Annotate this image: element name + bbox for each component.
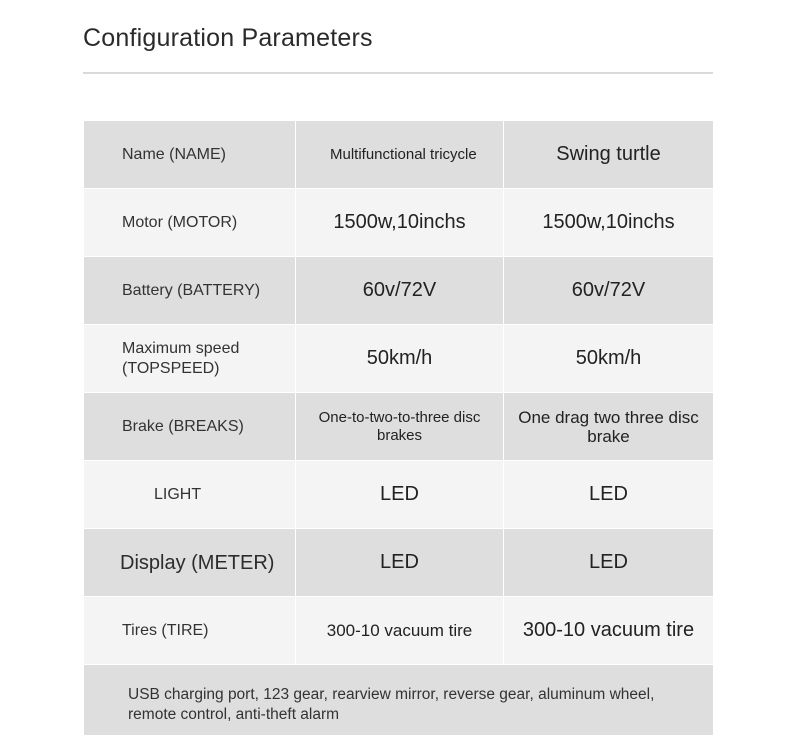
model-a-value: 1500w,10inchs xyxy=(296,189,504,256)
model-a-value: One-to-two-to-three disc brakes xyxy=(296,393,504,460)
model-b-value: One drag two three disc brake xyxy=(518,407,699,446)
model-a-value: 60v/72V xyxy=(296,257,504,324)
model-b-value: Swing turtle xyxy=(556,143,661,165)
row-label: Motor (MOTOR) xyxy=(84,189,296,256)
model-b-value: 50km/h xyxy=(575,347,642,369)
model-b-value: LED xyxy=(589,551,628,573)
model-b-value: 60v/72V xyxy=(571,279,646,301)
table-row-battery xyxy=(84,257,713,325)
page-title: Configuration Parameters xyxy=(83,24,373,52)
table-row-topspeed xyxy=(84,325,713,393)
table-row-display xyxy=(84,529,713,597)
table-row-brake xyxy=(84,393,713,461)
model-a-value: 50km/h xyxy=(296,325,504,392)
row-label: Display (METER) xyxy=(84,529,296,596)
row-label: Tires (TIRE) xyxy=(84,597,296,664)
model-a-value: Multifunctional tricycle xyxy=(296,121,504,188)
model-a-value: LED xyxy=(296,529,504,596)
table-row-tire xyxy=(84,597,713,665)
model-b-value: 1500w,10inchs xyxy=(542,211,675,233)
model-a-value: 300-10 vacuum tire xyxy=(296,597,504,664)
model-b-value: 300-10 vacuum tire xyxy=(522,619,695,641)
spec-table xyxy=(84,121,713,735)
table-row-motor xyxy=(84,189,713,257)
features-text: USB charging port, 123 gear, rearview mirror, reverse gear, aluminum wheel, remote control, anti-theft alarm xyxy=(128,686,655,723)
row-label: Name (NAME) xyxy=(84,121,296,188)
model-a-value: LED xyxy=(296,461,504,528)
row-label: Battery (BATTERY) xyxy=(84,257,296,324)
table-row-name xyxy=(84,121,713,189)
row-label: Brake (BREAKS) xyxy=(84,393,296,460)
table-row-light xyxy=(84,461,713,529)
table-row-features xyxy=(84,665,713,735)
row-label: Maximum speed (TOPSPEED) xyxy=(84,325,296,392)
title-divider xyxy=(83,72,713,74)
model-b-value: LED xyxy=(589,483,628,505)
row-label: LIGHT xyxy=(84,461,296,528)
